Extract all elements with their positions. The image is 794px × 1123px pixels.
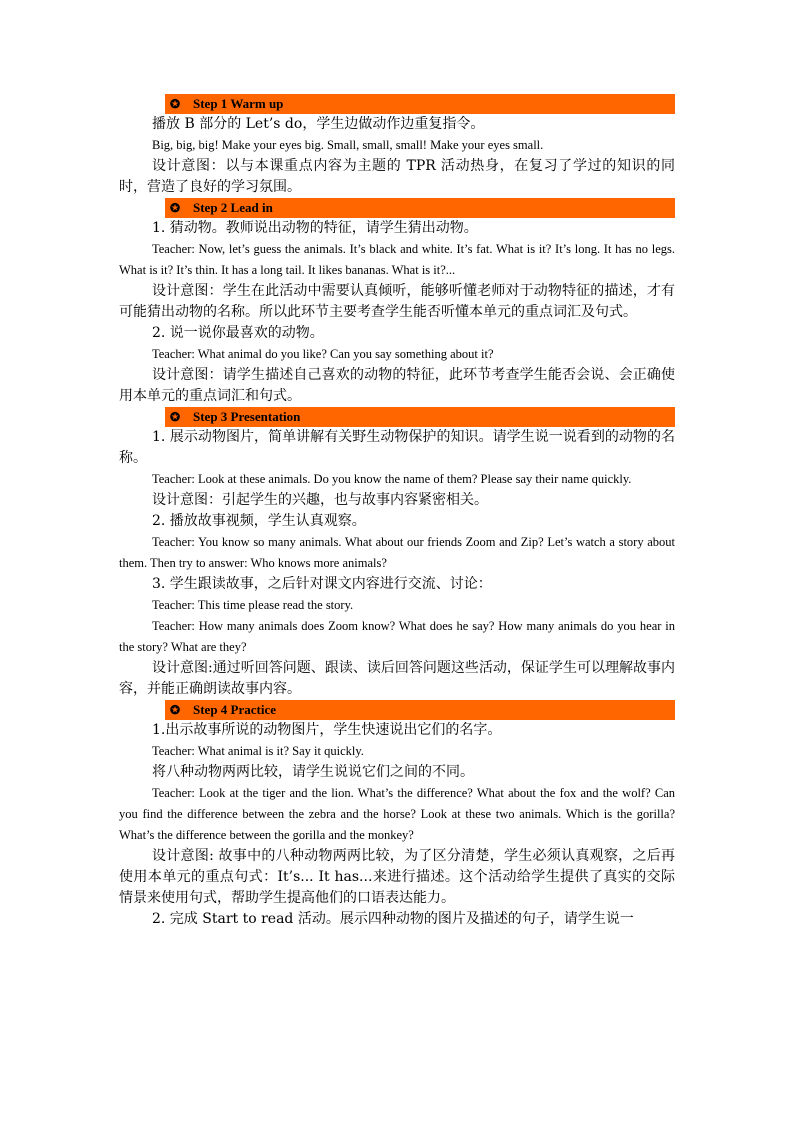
paragraph: 3. 学生跟读故事，之后针对课文内容进行交流、讨论： <box>152 576 492 592</box>
paragraph: Teacher: Now, let’s guess the animals. It’s black and white. It’s fat. What is it? It’s long. It has no legs. What is it? It’s thin. It has a long tail. It likes bananas. What is it?... <box>119 242 675 277</box>
step-title: Step 2 Lead in <box>193 200 273 215</box>
paragraph: 2. 完成 Start to read 活动。展示四种动物的图片及描述的句子，请学生说一 <box>152 911 634 927</box>
step-3-section <box>119 407 675 700</box>
step-header <box>165 700 675 720</box>
paragraph: 设计意图：请学生描述自己喜欢的动物的特征，此环节考查学生能否会说、会正确使用本单元的重点词汇和句式。 <box>119 367 675 404</box>
step-header <box>165 198 675 218</box>
step-title: Step 4 Practice <box>193 702 277 717</box>
paragraph: Teacher: This time please read the story. <box>152 598 354 612</box>
step-1-section <box>119 94 675 198</box>
star-circle-icon: ✪ <box>169 702 181 717</box>
step-title: Step 3 Presentation <box>193 409 301 424</box>
paragraph: Teacher: What animal is it? Say it quickly. <box>152 744 364 758</box>
paragraph: Teacher: You know so many animals. What about our friends Zoom and Zip? Let’s watch a story about them. Then try to answer: Who knows more animals? <box>119 535 675 570</box>
paragraph: Teacher: How many animals does Zoom know? What does he say? How many animals do you hear in the story? What are they? <box>119 619 675 654</box>
paragraph: Big, big, big! Make your eyes big. Small, small, small! Make your eyes small. <box>152 138 544 152</box>
star-circle-icon: ✪ <box>169 409 181 424</box>
paragraph: 将八种动物两两比较，请学生说说它们之间的不同。 <box>152 764 474 780</box>
paragraph: Teacher: Look at the tiger and the lion. What’s the difference? What about the fox and the wolf? Can you find the difference between the zebra and the horse? Look at these two animals. Which is the gorilla? What’s the difference between the gorilla and the monkey? <box>119 786 675 842</box>
step-2-section <box>119 198 675 407</box>
paragraph: 设计意图：以与本课重点内容为主题的 TPR 活动热身，在复习了学过的知识的同时，营造了良好的学习氛围。 <box>119 158 675 195</box>
star-circle-icon: ✪ <box>169 96 181 111</box>
paragraph: 1. 展示动物图片，简单讲解有关野生动物保护的知识。请学生说一说看到的动物的名称。 <box>119 429 675 466</box>
paragraph: 播放 B 部分的 Let’s do，学生边做动作边重复指令。 <box>152 116 485 132</box>
step-title: Step 1 Warm up <box>193 96 284 111</box>
step-header <box>165 94 675 114</box>
paragraph: 设计意图: 故事中的八种动物两两比较，为了区分清楚，学生必须认真观察，之后再使用本单元的重点句式：It’s... It has...来进行描述。这个活动给学生提供了真实的交际情景来使用句式，帮助学生提高他们的口语表达能力。 <box>119 848 675 906</box>
paragraph: 1.出示故事所说的动物图片，学生快速说出它们的名字。 <box>152 722 502 738</box>
step-header <box>165 407 675 427</box>
paragraph: 设计意图：学生在此活动中需要认真倾听，能够听懂老师对于动物特征的描述，才有可能猜出动物的名称。所以此环节主要考查学生能否听懂本单元的重点词汇及句式。 <box>119 283 675 320</box>
paragraph: 设计意图：引起学生的兴趣，也与故事内容紧密相关。 <box>152 492 488 508</box>
paragraph: Teacher: What animal do you like? Can you say something about it? <box>152 347 494 361</box>
step-4-section <box>119 700 675 930</box>
paragraph: Teacher: Look at these animals. Do you know the name of them? Please say their name quickly. <box>152 472 632 486</box>
paragraph: 2. 播放故事视频，学生认真观察。 <box>152 513 366 529</box>
paragraph: 1. 猜动物。教师说出动物的特征，请学生猜出动物。 <box>152 220 478 236</box>
star-circle-icon: ✪ <box>169 200 181 215</box>
paragraph: 2. 说一说你最喜欢的动物。 <box>152 325 324 341</box>
document-page <box>119 94 675 930</box>
paragraph: 设计意图:通过听回答问题、跟读、读后回答问题这些活动，保证学生可以理解故事内容，并能正确朗读故事内容。 <box>119 660 675 697</box>
